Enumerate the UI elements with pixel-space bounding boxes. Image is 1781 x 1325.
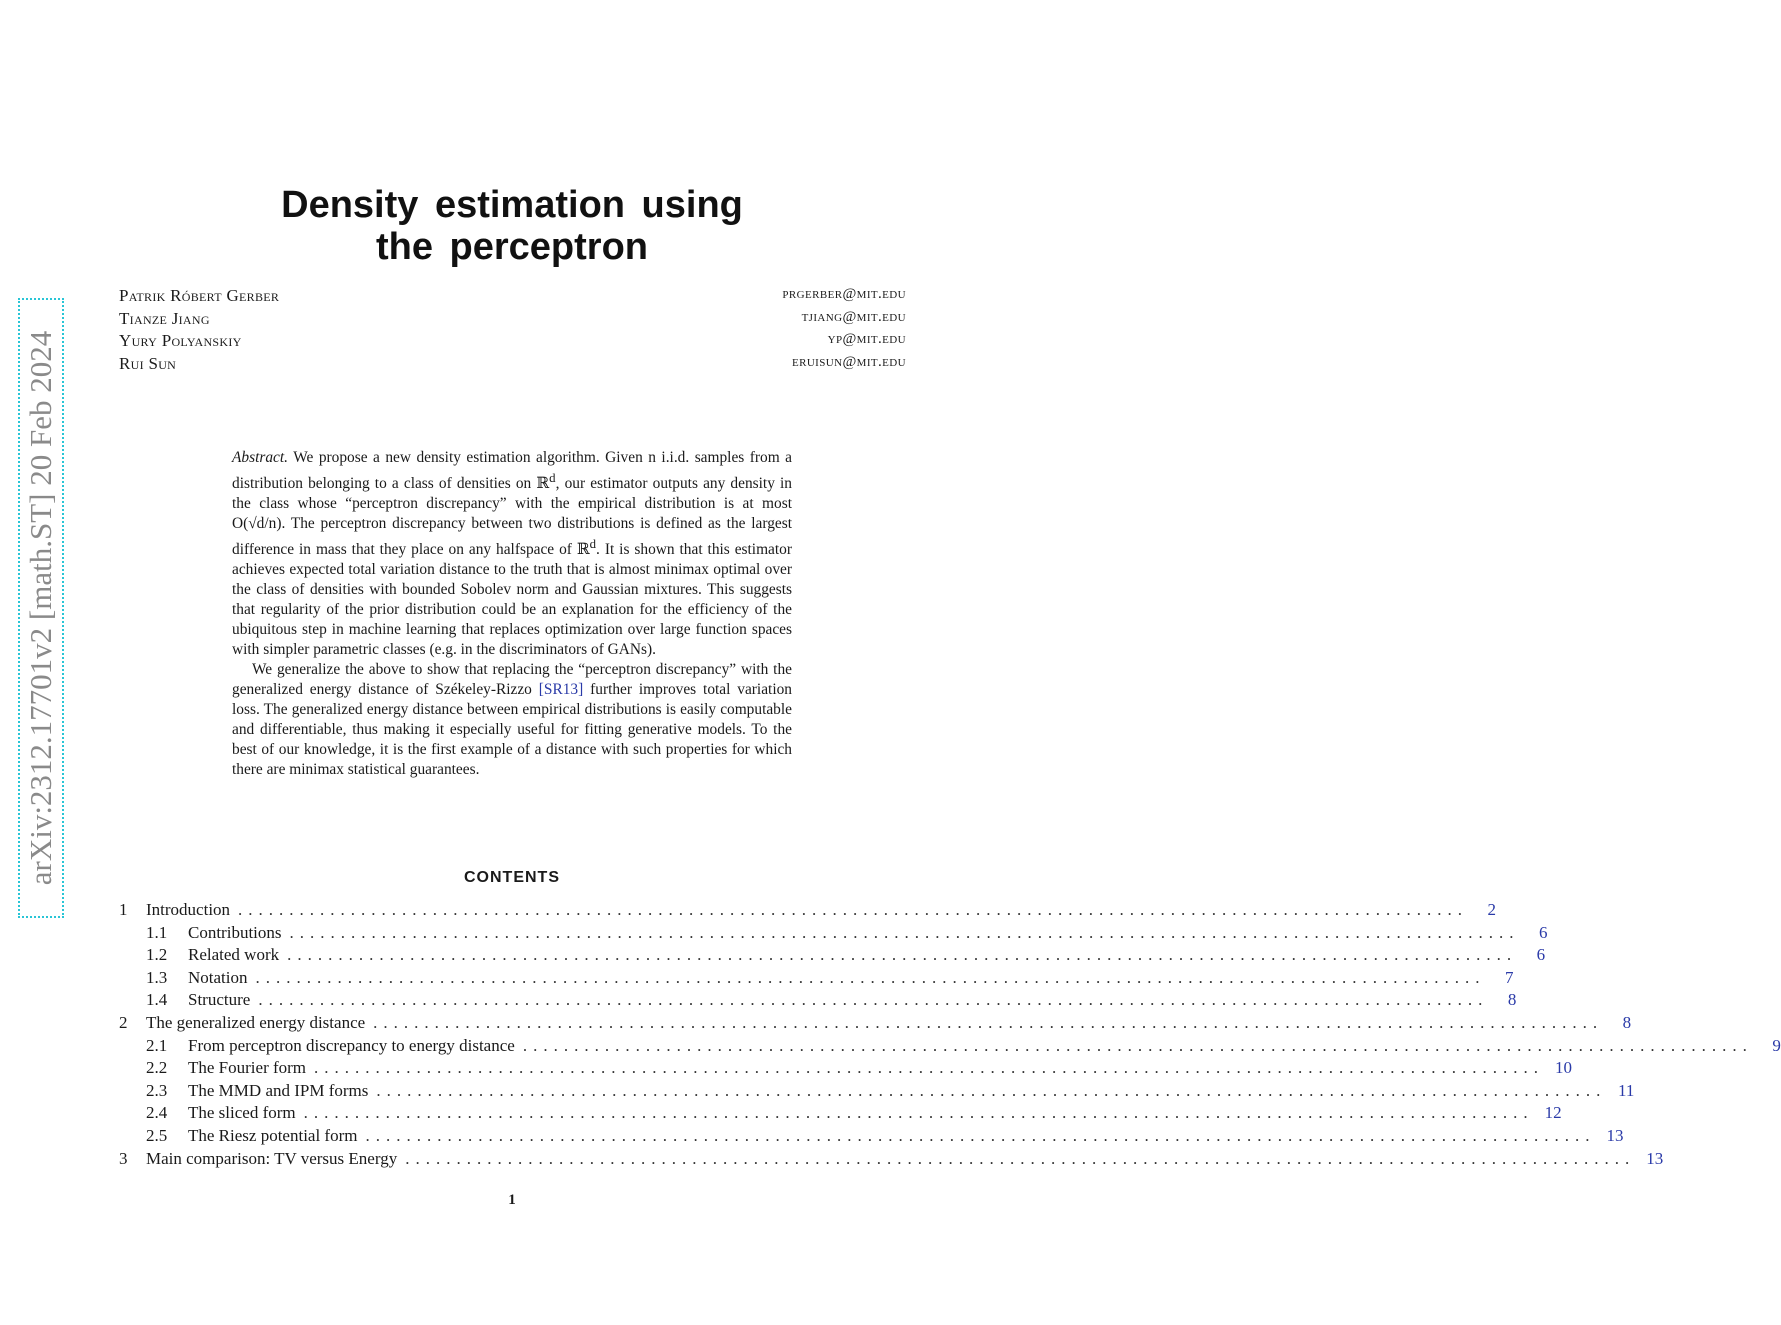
table-of-contents xyxy=(119,900,1781,1171)
author-email[interactable]: tjiang@mit.edu xyxy=(801,308,906,325)
toc-number: 2.1 xyxy=(146,1035,168,1055)
toc-entry[interactable] xyxy=(119,1012,1632,1036)
toc-entry[interactable] xyxy=(119,1080,1635,1104)
toc-page-link[interactable]: 8 xyxy=(1507,990,1517,1010)
toc-entry[interactable] xyxy=(119,967,1514,991)
toc-entry[interactable] xyxy=(119,1058,1573,1081)
abstract-paragraph-2 xyxy=(232,660,792,780)
author-row xyxy=(119,286,906,309)
toc-number: 2.3 xyxy=(146,1080,168,1100)
toc-title[interactable]: The Fourier form xyxy=(188,1058,307,1078)
toc-leader-dots: ........................................................................................................................ xyxy=(258,990,1489,1010)
toc-title[interactable]: The sliced form xyxy=(188,1103,296,1123)
abstract-text-1a: We propose a new density estimation algorithm. Given n i.i.d. samples from a distribution belonging to a class of densities on ℝ xyxy=(232,449,792,493)
superscript-d: d xyxy=(589,537,597,552)
toc-entry[interactable] xyxy=(119,945,1546,968)
toc-entry[interactable] xyxy=(119,1125,1624,1149)
abstract-text-1b: , our estimator outputs any density in the class whose “perceptron discrepancy” with the empirical distribution is at most O(√d/n). The perceptron discrepancy between two distributions is defined as the largest difference in mass that they place on any halfspace of ℝ xyxy=(232,475,792,559)
abstract-text-2b: further improves total variation loss. The generalized energy distance between empirical distributions is easily computable and differentiable, thus making it especially useful for fitting generative models. To the best of our knowledge, it is the first example of a distance with such properties for which there are minimax statistical guarantees. xyxy=(232,681,792,779)
toc-title[interactable]: Contributions xyxy=(188,922,282,942)
contents-heading: CONTENTS xyxy=(464,869,560,886)
toc-leader-dots: ........................................................................................................................ xyxy=(287,945,1518,965)
author-name: Yury Polyanskiy xyxy=(119,331,242,350)
toc-leader-dots: ........................................................................................................................ xyxy=(373,1012,1604,1032)
abstract xyxy=(232,448,792,780)
citation-link[interactable]: [SR13] xyxy=(538,681,584,699)
toc-title[interactable]: The MMD and IPM forms xyxy=(188,1080,369,1100)
toc-leader-dots: ........................................................................................................................ xyxy=(238,900,1469,919)
toc-number: 1.4 xyxy=(146,990,168,1010)
abstract-text-1c: . It is shown that this estimator achieves expected total variation distance to the truth that is almost minimax optimal over the class of densities with bounded Sobolev norm and Gaussian mixtures. This suggests that regularity of the prior distribution could be an explanation for the efficiency of the ubiquitous step in machine learning that replaces optimization over large function spaces with simpler parametric classes (e.g. in the discriminators of GANs). xyxy=(232,541,792,659)
toc-page-link[interactable]: 10 xyxy=(1555,1058,1573,1078)
author-list xyxy=(119,286,906,376)
toc-number: 1.1 xyxy=(146,922,168,942)
toc-page-link[interactable]: 13 xyxy=(1646,1148,1664,1168)
toc-page-link[interactable]: 9 xyxy=(1772,1035,1781,1055)
title-line-2: the perceptron xyxy=(375,226,649,268)
toc-page-link[interactable]: 6 xyxy=(1536,945,1546,965)
abstract-label: Abstract. xyxy=(232,449,289,466)
toc-leader-dots: ........................................................................................................................ xyxy=(365,1125,1596,1145)
toc-entry[interactable] xyxy=(119,900,1497,923)
toc-title[interactable]: Introduction xyxy=(146,900,231,919)
toc-page-link[interactable]: 11 xyxy=(1618,1080,1635,1100)
toc-title[interactable]: The generalized energy distance xyxy=(146,1012,366,1032)
toc-page-link[interactable]: 8 xyxy=(1622,1012,1632,1032)
toc-number: 2.2 xyxy=(146,1058,168,1078)
author-email[interactable]: yp@mit.edu xyxy=(827,331,906,347)
toc-entry[interactable] xyxy=(119,1148,1664,1172)
toc-leader-dots: ........................................................................................................................ xyxy=(289,922,1520,942)
toc-number: 1 xyxy=(119,900,128,919)
toc-leader-dots: ........................................................................................................................ xyxy=(255,967,1486,987)
author-email[interactable]: prgerber@mit.edu xyxy=(782,286,906,302)
arxiv-stamp xyxy=(18,298,64,918)
title-line-1: Density estimation using xyxy=(281,184,743,226)
toc-leader-dots: ........................................................................................................................ xyxy=(405,1148,1636,1168)
toc-page-link[interactable]: 7 xyxy=(1505,967,1514,987)
toc-page-link[interactable]: 13 xyxy=(1606,1125,1624,1145)
author-name: Rui Sun xyxy=(119,353,177,373)
toc-entry[interactable] xyxy=(119,1103,1562,1126)
author-name: Patrik Róbert Gerber xyxy=(119,286,280,305)
author-row xyxy=(119,354,906,377)
toc-leader-dots: ........................................................................................................................ xyxy=(303,1103,1534,1123)
toc-number: 1.2 xyxy=(146,945,168,965)
toc-entry[interactable] xyxy=(119,1035,1781,1059)
toc-number: 3 xyxy=(119,1148,128,1168)
author-name: Tianze Jiang xyxy=(119,308,210,328)
abstract-paragraph-1 xyxy=(232,448,792,660)
toc-title[interactable]: Related work xyxy=(188,945,280,965)
toc-title[interactable]: Structure xyxy=(188,990,251,1010)
toc-page-link[interactable]: 12 xyxy=(1544,1103,1562,1123)
toc-leader-dots: ........................................................................................................................ xyxy=(376,1080,1607,1100)
toc-entry[interactable] xyxy=(119,990,1517,1013)
paper-title xyxy=(0,184,1024,268)
page-number: 1 xyxy=(508,1192,516,1208)
toc-page-link[interactable]: 2 xyxy=(1487,900,1497,919)
toc-title[interactable]: Notation xyxy=(188,967,248,987)
toc-title[interactable]: From perceptron discrepancy to energy distance xyxy=(188,1035,515,1055)
toc-number: 2 xyxy=(119,1012,128,1032)
toc-number: 2.4 xyxy=(146,1103,168,1123)
author-row xyxy=(119,331,906,354)
author-email[interactable]: eruisun@mit.edu xyxy=(791,353,906,370)
toc-title[interactable]: Main comparison: TV versus Energy xyxy=(146,1148,398,1168)
author-row xyxy=(119,309,906,332)
toc-number: 1.3 xyxy=(146,967,168,987)
toc-page-link[interactable]: 6 xyxy=(1539,922,1548,942)
toc-number: 2.5 xyxy=(146,1125,168,1145)
superscript-d: d xyxy=(549,471,556,485)
arxiv-id: arXiv:2312.17701v2 [math.ST] 20 Feb 2024 xyxy=(23,330,58,886)
toc-title[interactable]: The Riesz potential form xyxy=(188,1125,358,1145)
toc-leader-dots: ........................................................................................................................ xyxy=(314,1058,1545,1078)
toc-leader-dots: ........................................................................................................................ xyxy=(522,1035,1753,1055)
abstract-text-2a: We generalize the above to show that replacing the “perceptron discrepancy” with the generalized energy distance of Székeley-Rizzo xyxy=(232,661,792,699)
toc-entry[interactable] xyxy=(119,922,1548,946)
